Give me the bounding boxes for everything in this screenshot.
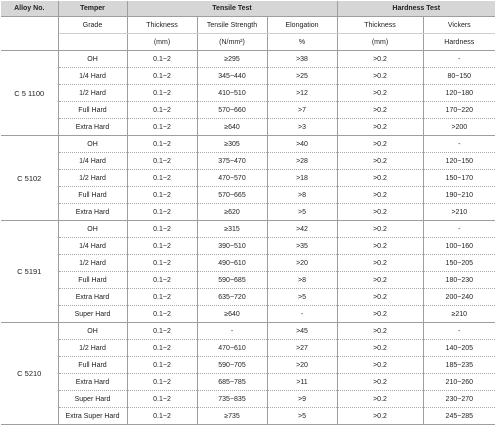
cell-hardness-thickness: >0.2 <box>337 255 423 272</box>
cell-thickness: 0.1~2 <box>127 272 197 289</box>
cell-hardness-thickness: >0.2 <box>337 408 423 425</box>
cell-hardness-thickness: >0.2 <box>337 238 423 255</box>
cell-grade: OH <box>58 136 127 153</box>
cell-vickers: >210 <box>423 204 495 221</box>
cell-thickness: 0.1~2 <box>127 374 197 391</box>
cell-vickers: - <box>423 221 495 238</box>
cell-hardness-thickness: >0.2 <box>337 119 423 136</box>
cell-tensile-strength: 735~835 <box>197 391 267 408</box>
cell-grade: 1/2 Hard <box>58 340 127 357</box>
table-row <box>1 391 495 408</box>
table-row <box>1 357 495 374</box>
table-row <box>1 68 495 85</box>
cell-elongation: >11 <box>267 374 337 391</box>
cell-hardness-thickness: >0.2 <box>337 221 423 238</box>
cell-elongation: >5 <box>267 204 337 221</box>
header-grade: Grade <box>58 17 127 34</box>
cell-tensile-strength: 570~665 <box>197 187 267 204</box>
cell-vickers: 150~170 <box>423 170 495 187</box>
alloy-number: C 5210 <box>1 323 58 425</box>
cell-tensile-strength: 390~510 <box>197 238 267 255</box>
cell-elongation: >7 <box>267 102 337 119</box>
cell-grade: Extra Hard <box>58 204 127 221</box>
cell-thickness: 0.1~2 <box>127 102 197 119</box>
table-row <box>1 306 495 323</box>
cell-hardness-thickness: >0.2 <box>337 306 423 323</box>
header-alloy-no: Alloy No. <box>1 1 58 17</box>
cell-hardness-thickness: >0.2 <box>337 51 423 68</box>
cell-grade: 1/4 Hard <box>58 68 127 85</box>
cell-hardness-thickness: >0.2 <box>337 170 423 187</box>
cell-hardness-thickness: >0.2 <box>337 102 423 119</box>
cell-elongation: >20 <box>267 255 337 272</box>
cell-hardness-thickness: >0.2 <box>337 187 423 204</box>
cell-vickers: 140~205 <box>423 340 495 357</box>
header-alloy-blank <box>1 17 58 51</box>
cell-elongation: >42 <box>267 221 337 238</box>
table-row <box>1 51 495 68</box>
cell-vickers: 170~220 <box>423 102 495 119</box>
header-temper: Temper <box>58 1 127 17</box>
table-row <box>1 289 495 306</box>
header-row-main <box>1 1 495 17</box>
cell-vickers: 185~235 <box>423 357 495 374</box>
cell-vickers: 245~285 <box>423 408 495 425</box>
cell-grade: Super Hard <box>58 391 127 408</box>
header-elongation: Elongation <box>267 17 337 34</box>
cell-vickers: 190~210 <box>423 187 495 204</box>
cell-vickers: - <box>423 51 495 68</box>
cell-elongation: >40 <box>267 136 337 153</box>
cell-hardness-thickness: >0.2 <box>337 340 423 357</box>
table-row <box>1 323 495 340</box>
cell-tensile-strength: 375~470 <box>197 153 267 170</box>
alloy-specification-table <box>1 1 495 425</box>
cell-thickness: 0.1~2 <box>127 238 197 255</box>
table-row <box>1 221 495 238</box>
cell-elongation: - <box>267 306 337 323</box>
cell-tensile-strength: ≥735 <box>197 408 267 425</box>
cell-thickness: 0.1~2 <box>127 306 197 323</box>
table-body <box>1 1 495 425</box>
cell-grade: OH <box>58 51 127 68</box>
cell-elongation: >28 <box>267 153 337 170</box>
cell-elongation: >5 <box>267 408 337 425</box>
cell-vickers: 150~205 <box>423 255 495 272</box>
cell-thickness: 0.1~2 <box>127 68 197 85</box>
cell-hardness-thickness: >0.2 <box>337 357 423 374</box>
header-tensile-strength: Tensile Strength <box>197 17 267 34</box>
cell-vickers: 230~270 <box>423 391 495 408</box>
cell-elongation: >12 <box>267 85 337 102</box>
cell-grade: Extra Hard <box>58 374 127 391</box>
cell-grade: Full Hard <box>58 357 127 374</box>
cell-thickness: 0.1~2 <box>127 221 197 238</box>
cell-hardness-thickness: >0.2 <box>337 204 423 221</box>
cell-thickness: 0.1~2 <box>127 391 197 408</box>
cell-thickness: 0.1~2 <box>127 408 197 425</box>
cell-grade: 1/2 Hard <box>58 255 127 272</box>
cell-hardness-thickness: >0.2 <box>337 136 423 153</box>
cell-elongation: >20 <box>267 357 337 374</box>
table-row <box>1 408 495 425</box>
cell-elongation: >3 <box>267 119 337 136</box>
cell-thickness: 0.1~2 <box>127 119 197 136</box>
alloy-number: C 5191 <box>1 221 58 323</box>
header-hardness-test: Hardness Test <box>337 1 495 17</box>
cell-hardness-thickness: >0.2 <box>337 323 423 340</box>
cell-vickers: - <box>423 136 495 153</box>
cell-tensile-strength: 590~705 <box>197 357 267 374</box>
cell-thickness: 0.1~2 <box>127 153 197 170</box>
header-tensile-test: Tensile Test <box>127 1 337 17</box>
cell-hardness-thickness: >0.2 <box>337 85 423 102</box>
unit-elongation: % <box>267 34 337 51</box>
cell-vickers: >200 <box>423 119 495 136</box>
table-row <box>1 136 495 153</box>
cell-tensile-strength: ≥640 <box>197 119 267 136</box>
cell-thickness: 0.1~2 <box>127 170 197 187</box>
cell-thickness: 0.1~2 <box>127 51 197 68</box>
cell-grade: OH <box>58 221 127 238</box>
cell-grade: Extra Super Hard <box>58 408 127 425</box>
cell-grade: OH <box>58 323 127 340</box>
cell-grade: Full Hard <box>58 272 127 289</box>
cell-thickness: 0.1~2 <box>127 340 197 357</box>
cell-thickness: 0.1~2 <box>127 204 197 221</box>
cell-tensile-strength: - <box>197 323 267 340</box>
table-row <box>1 272 495 289</box>
alloy-number: C 5102 <box>1 136 58 221</box>
header-thickness: Thickness <box>127 17 197 34</box>
cell-tensile-strength: ≥640 <box>197 306 267 323</box>
header-row-labels <box>1 17 495 34</box>
cell-thickness: 0.1~2 <box>127 136 197 153</box>
cell-vickers: 120~180 <box>423 85 495 102</box>
table-row <box>1 340 495 357</box>
cell-hardness-thickness: >0.2 <box>337 68 423 85</box>
table-row <box>1 119 495 136</box>
table-row <box>1 102 495 119</box>
table-row <box>1 238 495 255</box>
cell-elongation: >9 <box>267 391 337 408</box>
cell-elongation: >8 <box>267 187 337 204</box>
cell-elongation: >45 <box>267 323 337 340</box>
cell-tensile-strength: 470~610 <box>197 340 267 357</box>
cell-thickness: 0.1~2 <box>127 357 197 374</box>
cell-thickness: 0.1~2 <box>127 85 197 102</box>
alloy-number: C 5 1100 <box>1 51 58 136</box>
cell-elongation: >18 <box>267 170 337 187</box>
cell-vickers: - <box>423 323 495 340</box>
cell-elongation: >5 <box>267 289 337 306</box>
cell-grade: Extra Hard <box>58 289 127 306</box>
cell-grade: Full Hard <box>58 187 127 204</box>
cell-thickness: 0.1~2 <box>127 323 197 340</box>
table-row <box>1 85 495 102</box>
cell-tensile-strength: ≥295 <box>197 51 267 68</box>
table-row <box>1 255 495 272</box>
cell-tensile-strength: 345~440 <box>197 68 267 85</box>
cell-tensile-strength: 490~610 <box>197 255 267 272</box>
cell-tensile-strength: ≥620 <box>197 204 267 221</box>
header-row-units <box>1 34 495 51</box>
cell-tensile-strength: 635~720 <box>197 289 267 306</box>
unit-tensile-strength: (N/mm²) <box>197 34 267 51</box>
cell-elongation: >8 <box>267 272 337 289</box>
header-vickers: Vickers <box>423 17 495 34</box>
header-temper-blank <box>58 34 127 51</box>
header-hardness-thickness: Thickness <box>337 17 423 34</box>
unit-thickness: (mm) <box>127 34 197 51</box>
cell-vickers: 180~230 <box>423 272 495 289</box>
cell-elongation: >25 <box>267 68 337 85</box>
cell-vickers: 120~150 <box>423 153 495 170</box>
table-row <box>1 153 495 170</box>
unit-hardness-thickness: (mm) <box>337 34 423 51</box>
cell-elongation: >35 <box>267 238 337 255</box>
cell-elongation: >38 <box>267 51 337 68</box>
cell-tensile-strength: 410~510 <box>197 85 267 102</box>
unit-vickers: Hardness <box>423 34 495 51</box>
cell-thickness: 0.1~2 <box>127 187 197 204</box>
cell-tensile-strength: ≥305 <box>197 136 267 153</box>
cell-vickers: 200~240 <box>423 289 495 306</box>
cell-hardness-thickness: >0.2 <box>337 289 423 306</box>
cell-elongation: >27 <box>267 340 337 357</box>
cell-tensile-strength: 590~685 <box>197 272 267 289</box>
cell-vickers: 80~150 <box>423 68 495 85</box>
cell-tensile-strength: 685~785 <box>197 374 267 391</box>
table-row <box>1 170 495 187</box>
cell-hardness-thickness: >0.2 <box>337 272 423 289</box>
cell-grade: 1/4 Hard <box>58 238 127 255</box>
cell-hardness-thickness: >0.2 <box>337 374 423 391</box>
cell-vickers: 210~260 <box>423 374 495 391</box>
cell-vickers: 100~160 <box>423 238 495 255</box>
cell-grade: Full Hard <box>58 102 127 119</box>
cell-tensile-strength: 470~570 <box>197 170 267 187</box>
table-row <box>1 204 495 221</box>
cell-tensile-strength: ≥315 <box>197 221 267 238</box>
cell-grade: 1/2 Hard <box>58 170 127 187</box>
cell-thickness: 0.1~2 <box>127 289 197 306</box>
cell-grade: Extra Hard <box>58 119 127 136</box>
cell-grade: 1/4 Hard <box>58 153 127 170</box>
cell-hardness-thickness: >0.2 <box>337 153 423 170</box>
cell-grade: Super Hard <box>58 306 127 323</box>
cell-tensile-strength: 570~660 <box>197 102 267 119</box>
cell-vickers: ≥210 <box>423 306 495 323</box>
cell-thickness: 0.1~2 <box>127 255 197 272</box>
cell-hardness-thickness: >0.2 <box>337 391 423 408</box>
table-row <box>1 374 495 391</box>
table-row <box>1 187 495 204</box>
cell-grade: 1/2 Hard <box>58 85 127 102</box>
